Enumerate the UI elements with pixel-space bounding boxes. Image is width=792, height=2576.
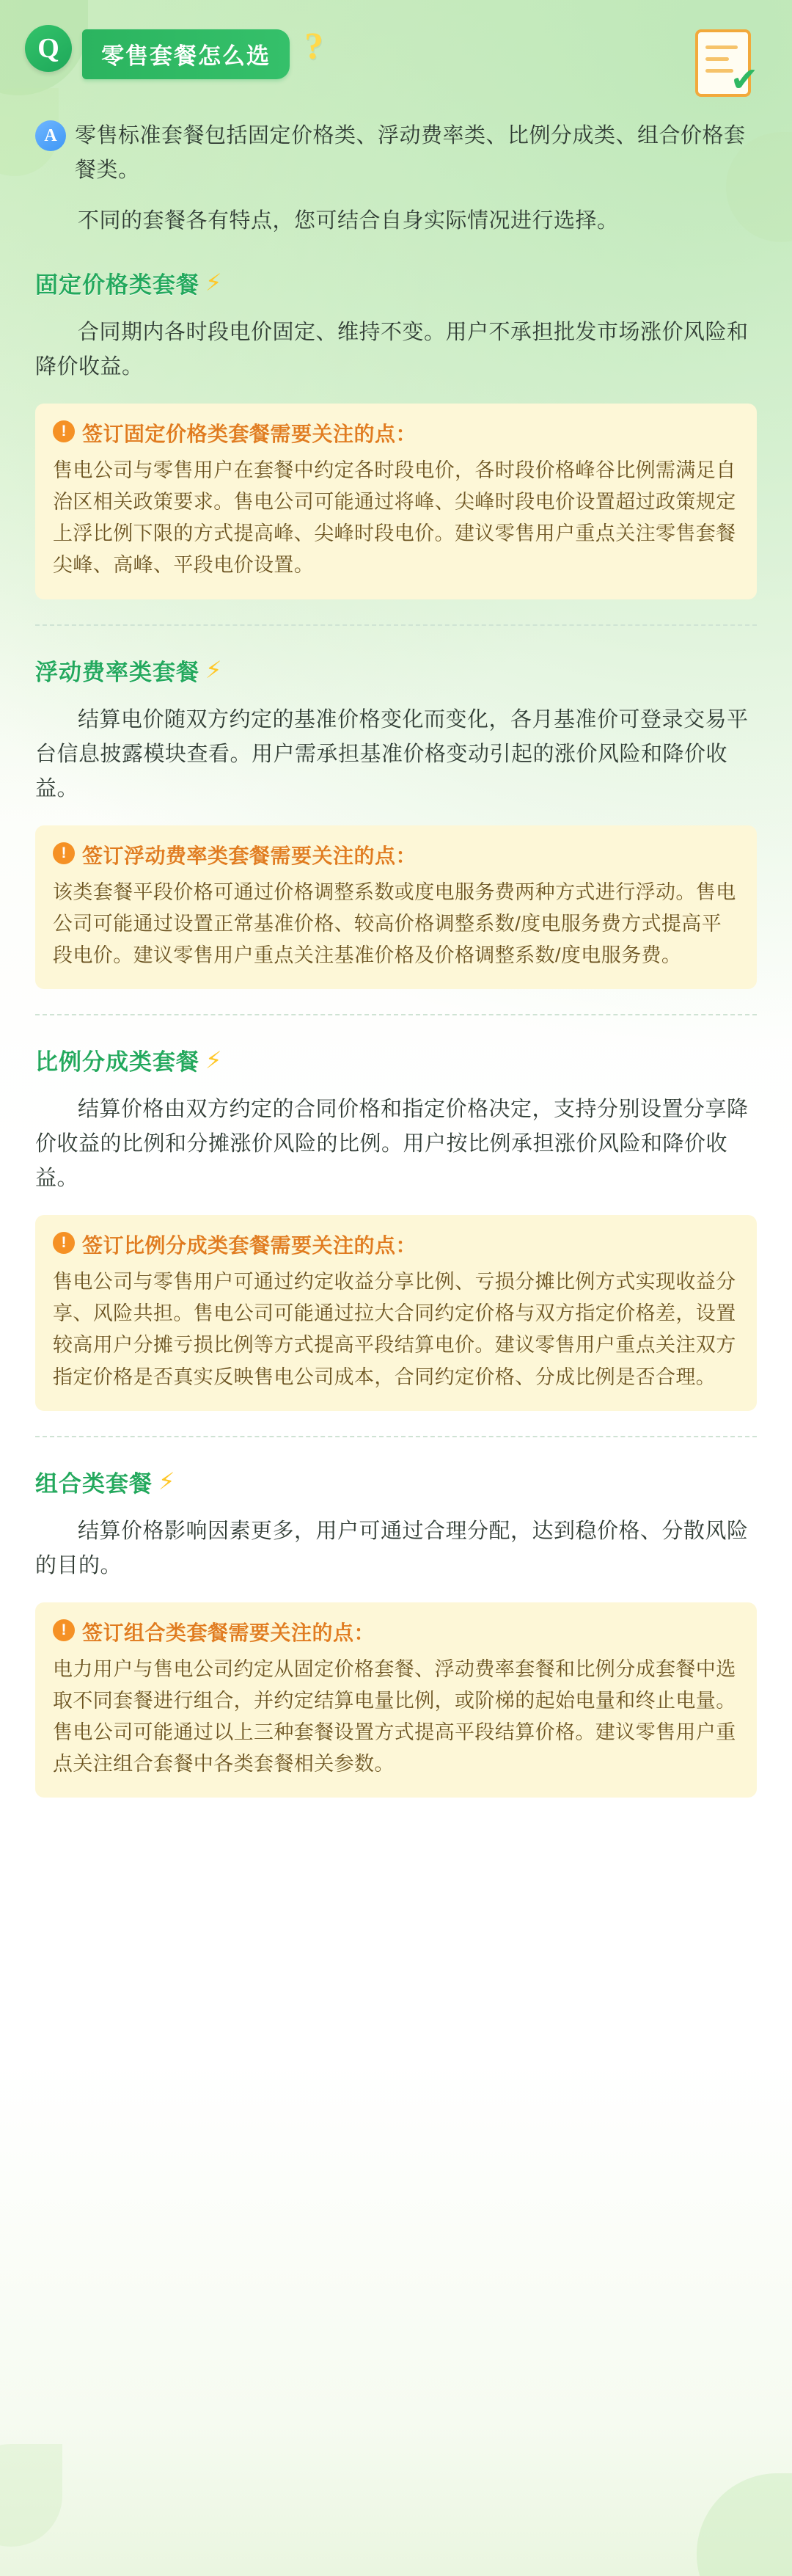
note-header — [53, 418, 739, 448]
section-divider — [35, 624, 757, 626]
note-body: 售电公司与零售用户在套餐中约定各时段电价，各时段价格峰谷比例需满足自治区相关政策要求。售电公司可能通过将峰、尖峰时段电价设置超过政策规定上浮比例下限的方式提高峰、尖峰时段电价。建议零售用户重点关注零售套餐尖峰、高峰、平段电价设置。 — [53, 459, 736, 577]
note-header — [53, 1230, 739, 1259]
note-card — [35, 1215, 757, 1411]
bolt-icon: ⚡ — [205, 269, 222, 296]
exclamation-icon: ! — [53, 842, 75, 864]
section-paragraph: 结算电价随双方约定的基准价格变化而变化，各月基准价可登录交易平台信息披露模块查看。用户需承担基准价格变动引起的涨价风险和降价收益。 — [35, 707, 749, 800]
note-title: 签订固定价格类套餐需要关注的点： — [82, 422, 417, 445]
answer-paragraph: 零售标准套餐包括固定价格类、浮动费率类、比例分成类、组合价格套餐类。 — [75, 124, 746, 182]
page-title: 零售套餐怎么选 — [82, 29, 290, 79]
note-card — [35, 404, 757, 599]
note-body: 电力用户与售电公司约定从固定价格套餐、浮动费率套餐和比例分成套餐中选取不同套餐进行组合，并约定结算电量比例，或阶梯的起始电量和终止电量。售电公司可能通过以上三种套餐设置方式提高平段结算价格。建议零售用户重点关注组合套餐中各类套餐相关参数。 — [53, 1657, 736, 1776]
decorative-leaf-icon — [0, 2444, 62, 2547]
note-body: 售电公司与零售用户可通过约定收益分享比例、亏损分摊比例方式实现收益分享、风险共担。售电公司可能通过拉大合同约定价格与双方指定价格差，设置较高用户分摊亏损比例等方式提高平段结算电价。建议零售用户重点关注双方指定价格是否真实反映售电公司成本，合同约定价格、分成比例是否合理。 — [53, 1270, 736, 1388]
section-paragraph: 合同期内各时段电价固定、维持不变。用户不承担批发市场涨价风险和降价收益。 — [35, 320, 749, 379]
section-heading — [35, 1465, 757, 1498]
section-divider — [35, 1014, 757, 1015]
exclamation-icon: ! — [53, 1232, 75, 1254]
section-title: 浮动费率类套餐 — [35, 659, 199, 685]
page-content — [0, 104, 792, 1798]
question-mark-icon: ? — [304, 26, 323, 67]
bolt-icon: ⚡ — [205, 1046, 222, 1073]
document-line-icon — [705, 45, 738, 49]
section-title: 比例分成类套餐 — [35, 1049, 199, 1076]
section-title: 组合类套餐 — [35, 1470, 153, 1497]
answer-block — [35, 119, 757, 188]
decorative-leaf-icon — [697, 2473, 792, 2576]
note-header — [53, 840, 739, 869]
exclamation-icon: ! — [53, 420, 75, 442]
section-paragraph: 结算价格由双方约定的合同价格和指定价格决定，支持分别设置分享降价收益的比例和分摊涨价风险的比例。用户按比例承担涨价风险和降价收益。 — [35, 1098, 749, 1190]
note-title: 签订组合类套餐需要关注的点： — [82, 1621, 375, 1644]
section-title: 固定价格类套餐 — [35, 271, 199, 298]
bolt-icon: ⚡ — [158, 1468, 175, 1495]
note-title: 签订浮动费率类套餐需要关注的点： — [82, 844, 417, 867]
bolt-icon: ⚡ — [205, 657, 222, 684]
note-title: 签订比例分成类套餐需要关注的点： — [82, 1233, 417, 1257]
note-card — [35, 825, 757, 990]
note-header — [53, 1617, 739, 1646]
answer-badge-icon: A — [35, 120, 66, 151]
answer-paragraph: 不同的套餐各有特点，您可结合自身实际情况进行选择。 — [78, 208, 619, 233]
document-line-icon — [705, 57, 729, 61]
note-card — [35, 1602, 757, 1798]
check-icon: ✔ — [730, 60, 759, 98]
page-header — [0, 0, 792, 104]
question-badge-icon: Q — [25, 25, 72, 72]
exclamation-icon: ! — [53, 1619, 75, 1641]
section-divider — [35, 1436, 757, 1437]
section-heading — [35, 654, 757, 687]
note-body: 该类套餐平段价格可通过价格调整系数或度电服务费两种方式进行浮动。售电公司可能通过设置正常基准价格、较高价格调整系数/度电服务费方式提高平段电价。建议零售用户重点关注基准价格及价格调整系数/度电服务费。 — [53, 880, 736, 966]
section-heading — [35, 1043, 757, 1076]
section-paragraph: 结算价格影响因素更多，用户可通过合理分配，达到稳价格、分散风险的目的。 — [35, 1519, 749, 1577]
document-check-icon — [683, 26, 763, 100]
section-heading — [35, 266, 757, 299]
